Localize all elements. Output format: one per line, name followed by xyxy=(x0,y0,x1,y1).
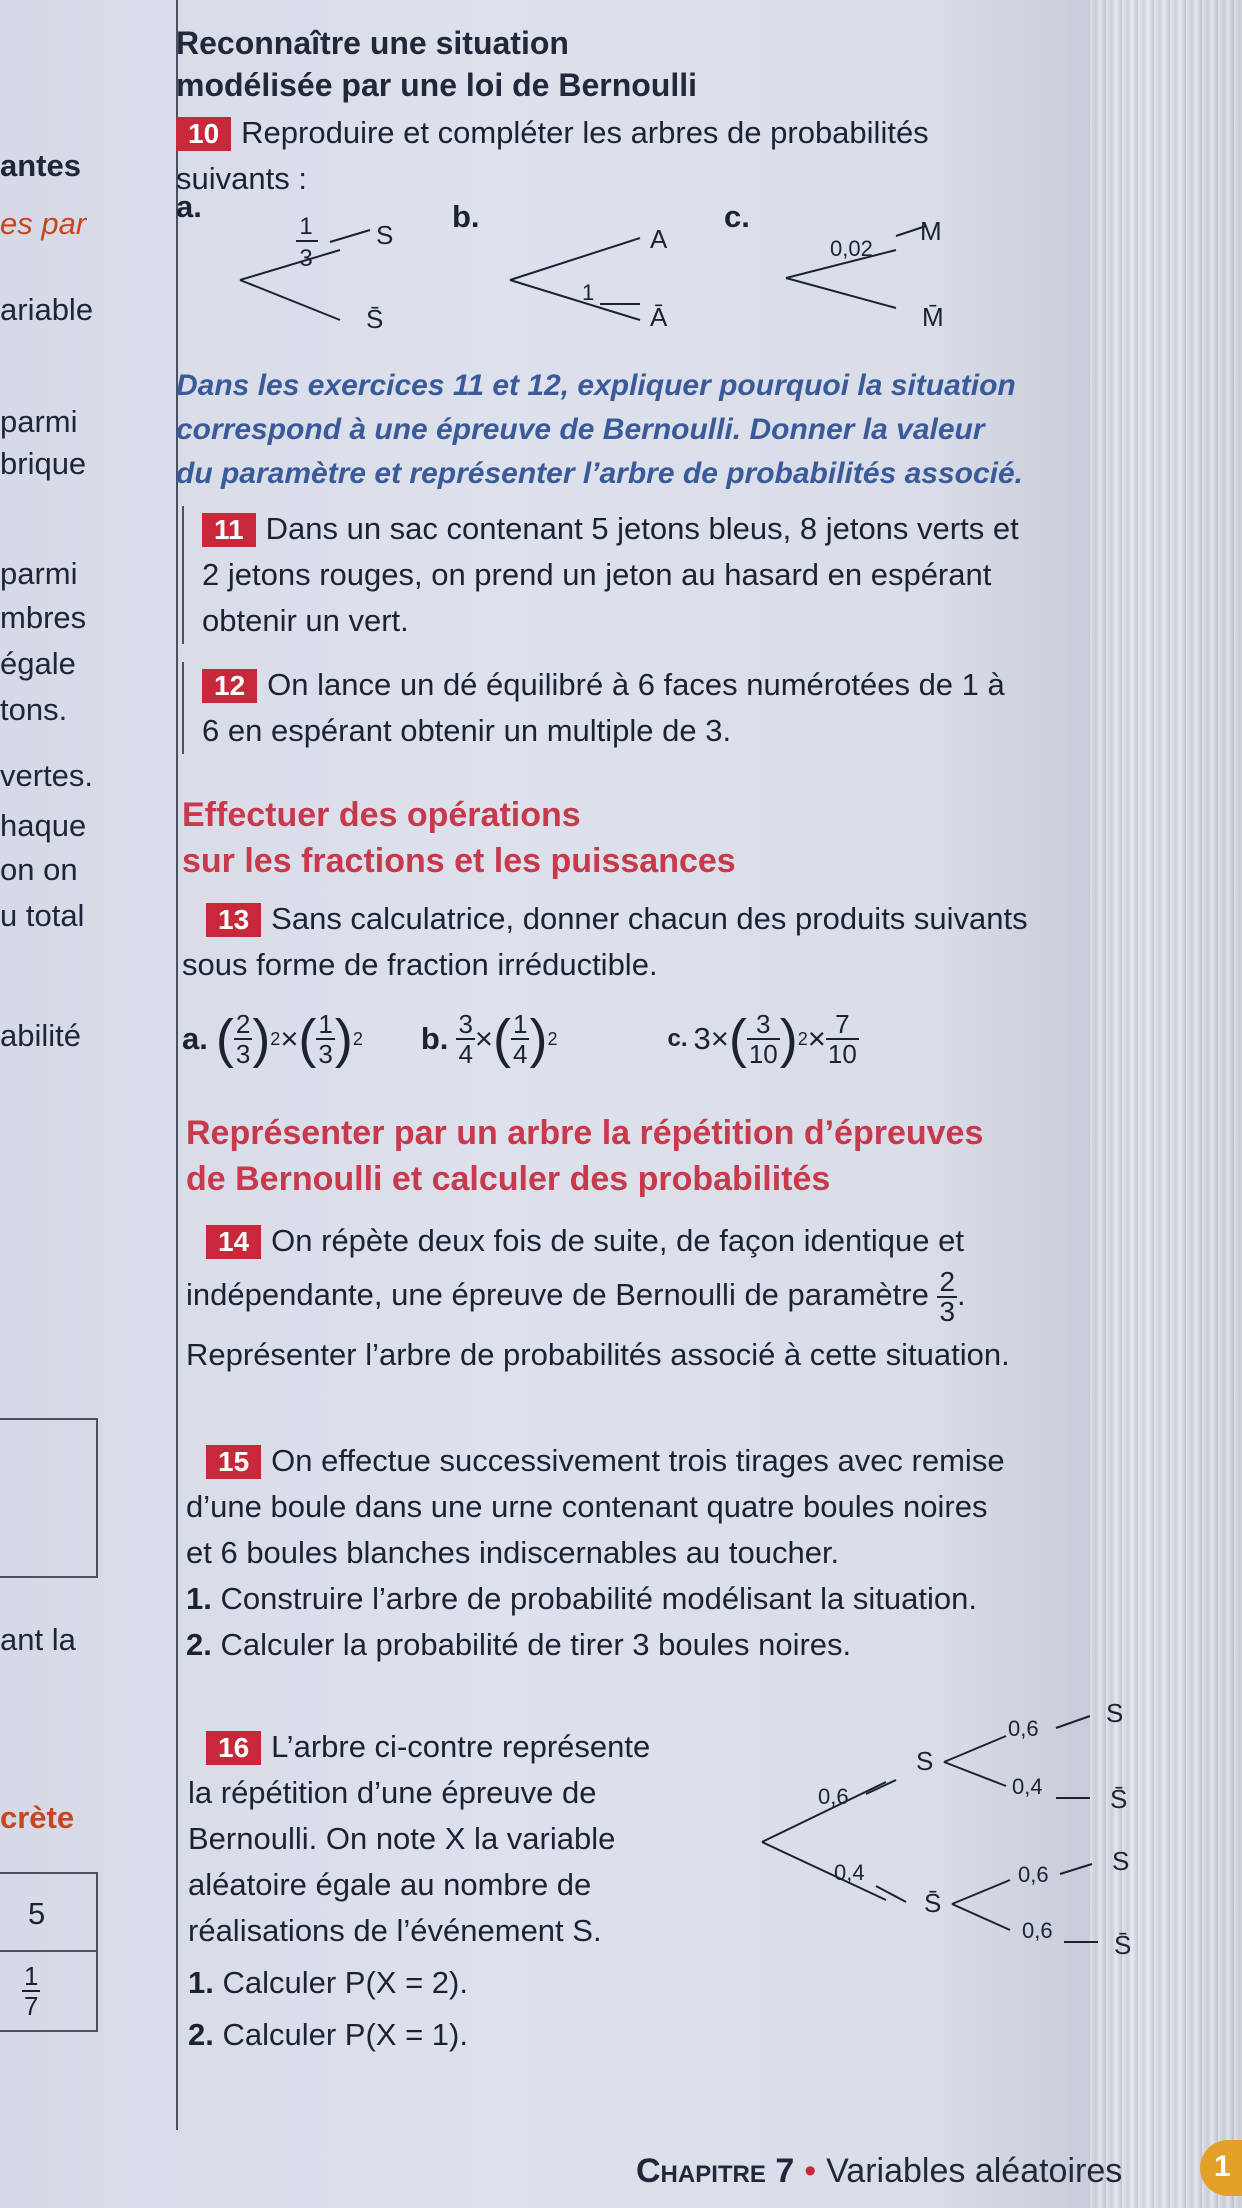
tree-a xyxy=(230,210,420,340)
exercise-16: 16 L’arbre ci-contre représente la répétition d’une épreuve de Bernoulli. On note X la variable aléatoire égale au nombre de réalisations de l’événement S. 1. Calculer P(X = 2). 2. Calculer P(X = 1). xyxy=(188,1729,651,2052)
exercise-number: 16 xyxy=(206,1731,261,1765)
exercise-10: 10 Reproduire et compléter les arbres de probabilités suivants : xyxy=(176,115,929,196)
tree-a-node-top: S xyxy=(376,220,394,250)
exercise-number: 10 xyxy=(176,117,231,151)
tree-b xyxy=(500,220,710,340)
instructions-11-12: Dans les exercices 11 et 12, expliquer pourquoi la situation correspond à une épreuve de Bernoulli. Donner la valeur du paramètre et représenter l’arbre de probabilités associé. xyxy=(176,369,1024,490)
margin-fragment: brique xyxy=(0,446,87,481)
tree16-p22: 0,6 xyxy=(1022,1918,1053,1943)
exercise-number: 11 xyxy=(202,513,256,547)
margin-table xyxy=(0,1872,98,2032)
margin-fragment: es par xyxy=(0,206,87,241)
tree16-p21: 0,6 xyxy=(1018,1862,1049,1887)
margin-fragment: égale xyxy=(0,646,76,681)
margin-fragment: ariable xyxy=(0,292,94,327)
exercise-12: 12 On lance un dé équilibré à 6 faces numérotées de 1 à 6 en espérant obtenir un multiple de 3. xyxy=(182,662,1005,754)
tree-c-prob: 0,02 xyxy=(830,236,873,261)
section-title-repetition: Représenter par un arbre la répétition d’épreuves de Bernoulli et calculer des probabilités xyxy=(186,1114,984,1198)
tree-b-prob: 1 xyxy=(582,280,595,305)
exercise-number: 12 xyxy=(202,669,257,703)
margin-rule xyxy=(176,0,178,2130)
tree16-p2: 0,4 xyxy=(834,1860,865,1885)
chapter-title: Variables aléatoires xyxy=(826,2152,1123,2190)
tree-label-b: b. xyxy=(452,199,480,234)
tree16-leaf12: S̄ xyxy=(1110,1784,1128,1814)
tree-c-node-bottom: M̄ xyxy=(922,302,944,332)
margin-fragment: haque xyxy=(0,808,87,843)
page-number: 1 xyxy=(1200,2140,1242,2196)
exercise-number: 15 xyxy=(206,1445,261,1479)
tree16-p12: 0,4 xyxy=(1012,1774,1043,1799)
tree-a-prob-d: 3 xyxy=(299,245,313,272)
margin-table-value: 5 xyxy=(28,1896,46,1931)
tree-a-prob-n: 1 xyxy=(299,213,313,240)
tree-label-a: a. xyxy=(176,189,202,224)
tree-b-node-top: A xyxy=(650,224,668,254)
tree16-node-s: S xyxy=(916,1746,934,1776)
exercise-number: 14 xyxy=(206,1225,261,1259)
margin-fragment: parmi xyxy=(0,556,78,591)
tree-c-node-top: M xyxy=(920,216,942,246)
margin-fragment: antes xyxy=(0,148,81,183)
section-title-bernoulli: Reconnaître une situation modélisée par une loi de Bernoulli xyxy=(176,25,697,103)
margin-fragment: on on xyxy=(0,852,78,887)
exercise-number: 13 xyxy=(206,903,261,937)
exercise-13-items: a. ( $\frac{2}{3}$ ) 2 × ( $\frac{1}{3}$ ) 2 b. $\frac{3}{4}$ × ( $\frac{1}{4}$ ) 2 c. 3 × ( $\frac{3}{10}$ ) 2 × $\frac{7}{10}$ xyxy=(182,1009,857,1069)
margin-fragment: crète xyxy=(0,1800,75,1835)
margin-fragment: vertes. xyxy=(0,758,94,793)
exercise-13: 13 Sans calculatrice, donner chacun des produits suivants sous forme de fraction irréductible. xyxy=(182,901,1028,982)
exercise-11: 11 Dans un sac contenant 5 jetons bleus, 8 jetons verts et 2 jetons rouges, on prend un jeton au hasard en espérant obtenir un vert. xyxy=(182,506,1019,644)
tree16-leaf22: S̄ xyxy=(1114,1930,1132,1960)
margin-fragment: parmi xyxy=(0,404,78,439)
tree16-p11: 0,6 xyxy=(1008,1716,1039,1741)
margin-fragment: tons. xyxy=(0,692,68,727)
chapter-label: Chapitre 7 xyxy=(636,2152,795,2190)
tree16-p1: 0,6 xyxy=(818,1784,849,1809)
tree16-leaf21: S xyxy=(1112,1846,1130,1876)
tree-b-node-bottom: Ā xyxy=(650,302,668,332)
tree16-leaf11: S xyxy=(1106,1698,1124,1728)
page-footer xyxy=(636,2152,1122,2191)
margin-fragment: u total xyxy=(0,898,85,933)
tree-exercise-16 xyxy=(756,1690,1136,1970)
tree-a-node-bottom: S̄ xyxy=(366,304,384,334)
tree16-node-sbar: S̄ xyxy=(924,1888,942,1918)
exercise-14: 14 On répète deux fois de suite, de façon identique et indépendante, une épreuve de Bernoulli de paramètre $\frac{2}{3}$ . Représenter l’arbre de probabilités associé à cette situation. xyxy=(186,1223,1010,1372)
margin-fragment: abilité xyxy=(0,1018,81,1053)
margin-fragment: ant la xyxy=(0,1622,76,1657)
tree-c xyxy=(776,210,976,340)
margin-fragment: mbres xyxy=(0,600,87,635)
margin-table-fraction: $\frac{1}{7}$ xyxy=(24,1961,39,2021)
exercise-15: 15 On effectue successivement trois tirages avec remise d’une boule dans une urne contenant quatre boules noires et 6 boules blanches indiscernables au toucher. 1. Construire l’arbre de probabilité modélisant la situation. 2. Calculer la probabilité de tirer 3 boules noires. xyxy=(186,1443,1005,1662)
margin-box xyxy=(0,1418,98,1578)
section-title-fractions: Effectuer des opérations sur les fractions et les puissances xyxy=(182,796,736,880)
tree-label-c: c. xyxy=(724,199,750,234)
footer-bullet: • xyxy=(804,2152,817,2190)
